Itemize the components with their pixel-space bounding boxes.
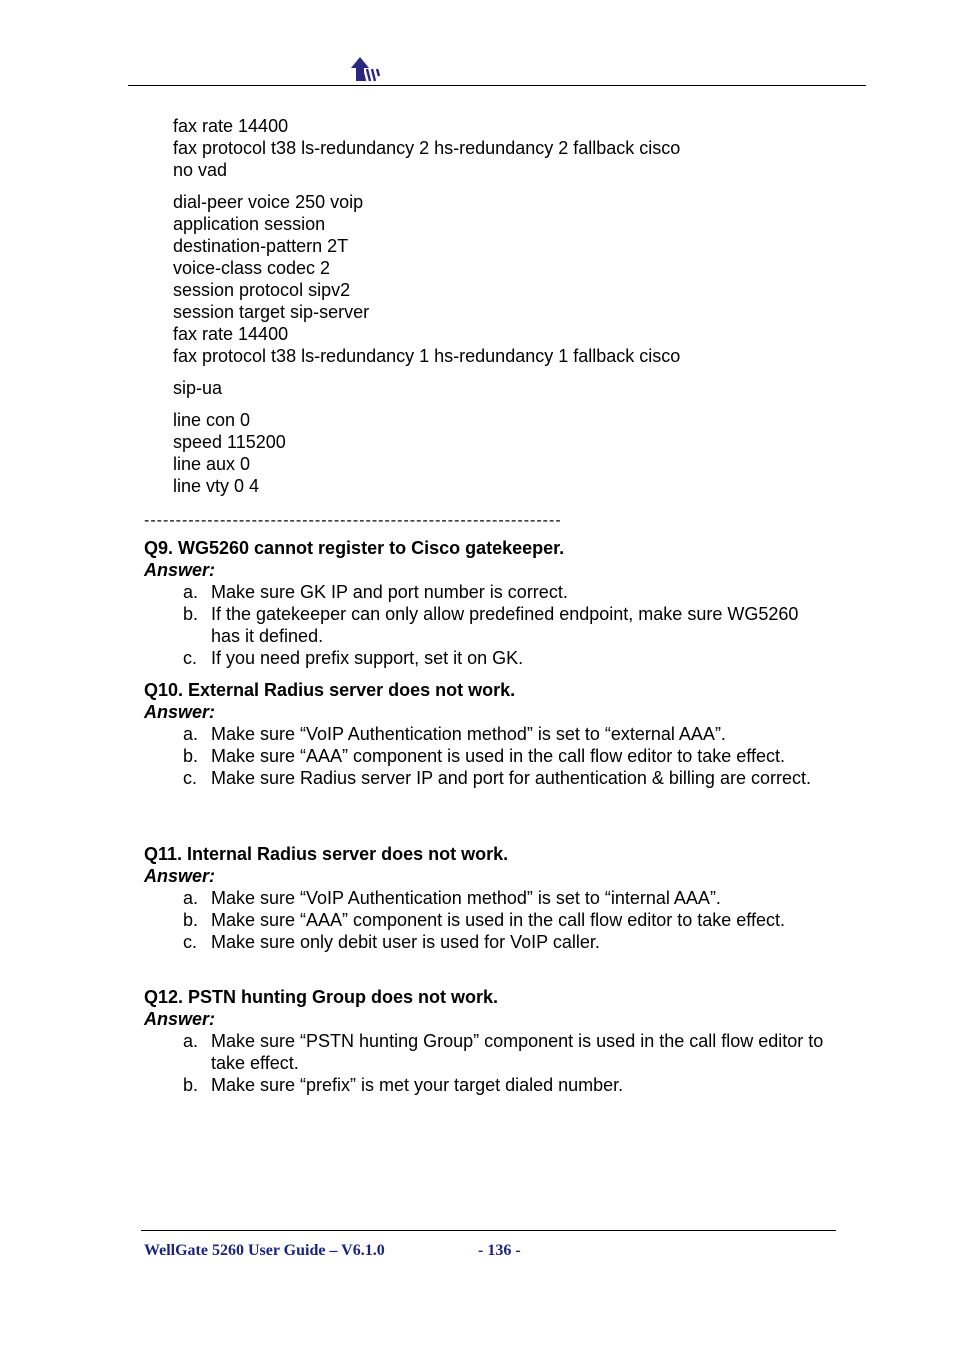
qa-section-q10 xyxy=(144,679,824,789)
answer-item xyxy=(144,603,824,647)
answer-text: Make sure “VoIP Authentication method” is set to “internal AAA”. xyxy=(211,888,721,908)
answer-text: Make sure Radius server IP and port for authentication & billing are correct. xyxy=(211,768,811,788)
header-rule xyxy=(128,85,866,86)
question-title: Q9. WG5260 cannot register to Cisco gatekeeper. xyxy=(144,538,565,558)
code-line: application session xyxy=(173,214,326,234)
list-marker: c. xyxy=(183,768,198,788)
dashed-separator: ------------------------------------------------------------------ xyxy=(144,512,562,529)
footer-page-number: - 136 - xyxy=(478,1242,521,1259)
answer-list xyxy=(144,581,824,669)
answer-label: Answer: xyxy=(144,560,216,580)
code-line: sip-ua xyxy=(173,378,223,398)
answer-item xyxy=(144,909,824,931)
answer-item xyxy=(144,1030,824,1074)
qa-section-q11 xyxy=(144,843,824,953)
answer-list xyxy=(144,887,824,953)
answer-item xyxy=(144,1074,824,1096)
code-line: destination-pattern 2T xyxy=(173,236,349,256)
code-line: session target sip-server xyxy=(173,302,370,322)
code-block-dial-peer xyxy=(173,191,680,367)
code-block-lines xyxy=(173,409,286,497)
code-line: speed 115200 xyxy=(173,432,286,452)
code-line: fax rate 14400 xyxy=(173,324,289,344)
company-logo-icon xyxy=(348,54,380,82)
answer-list xyxy=(144,1030,824,1096)
code-line: no vad xyxy=(173,160,228,180)
list-marker: b. xyxy=(183,604,199,624)
answer-label: Answer: xyxy=(144,702,216,722)
list-marker: c. xyxy=(183,648,198,668)
answer-text: If the gatekeeper can only allow predefined endpoint, make sure WG5260 has it defined. xyxy=(211,604,799,646)
code-line: fax protocol t38 ls-redundancy 2 hs-redundancy 2 fallback cisco xyxy=(173,138,681,158)
answer-item xyxy=(144,767,824,789)
list-marker: a. xyxy=(183,1031,199,1051)
answer-item xyxy=(144,647,824,669)
answer-text: Make sure “AAA” component is used in the call flow editor to take effect. xyxy=(211,746,785,766)
answer-text: Make sure “prefix” is met your target dialed number. xyxy=(211,1075,624,1095)
answer-text: Make sure GK IP and port number is correct. xyxy=(211,582,568,602)
answer-text: Make sure only debit user is used for VoIP caller. xyxy=(211,932,600,952)
answer-item xyxy=(144,931,824,953)
question-title: Q12. PSTN hunting Group does not work. xyxy=(144,987,499,1007)
answer-text: Make sure “AAA” component is used in the call flow editor to take effect. xyxy=(211,910,785,930)
answer-label: Answer: xyxy=(144,1009,216,1029)
code-line: fax rate 14400 xyxy=(173,116,289,136)
list-marker: b. xyxy=(183,1075,199,1095)
answer-item xyxy=(144,887,824,909)
code-line: session protocol sipv2 xyxy=(173,280,351,300)
answer-text: Make sure “VoIP Authentication method” is set to “external AAA”. xyxy=(211,724,726,744)
code-block-sip-ua xyxy=(173,377,222,399)
list-marker: a. xyxy=(183,888,199,908)
code-line: line vty 0 4 xyxy=(173,476,260,496)
answer-text: If you need prefix support, set it on GK. xyxy=(211,648,524,668)
list-marker: a. xyxy=(183,724,199,744)
answer-label: Answer: xyxy=(144,866,216,886)
answer-item xyxy=(144,745,824,767)
code-line: line con 0 xyxy=(173,410,251,430)
code-line: fax protocol t38 ls-redundancy 1 hs-redundancy 1 fallback cisco xyxy=(173,346,681,366)
footer-guide-title: WellGate 5260 User Guide – V6.1.0 xyxy=(144,1242,385,1259)
question-title: Q10. External Radius server does not work. xyxy=(144,680,516,700)
list-marker: b. xyxy=(183,910,199,930)
answer-text: Make sure “PSTN hunting Group” component is used in the call flow editor to take effect. xyxy=(211,1031,824,1073)
answer-list xyxy=(144,723,824,789)
list-marker: b. xyxy=(183,746,199,766)
list-marker: c. xyxy=(183,932,198,952)
footer-rule xyxy=(141,1230,836,1231)
answer-item xyxy=(144,723,824,745)
code-line: line aux 0 xyxy=(173,454,251,474)
qa-section-q12 xyxy=(144,986,824,1096)
code-line: voice-class codec 2 xyxy=(173,258,331,278)
code-line: dial-peer voice 250 voip xyxy=(173,192,364,212)
question-title: Q11. Internal Radius server does not work. xyxy=(144,844,509,864)
code-block-fax-settings xyxy=(173,115,680,181)
answer-item xyxy=(144,581,824,603)
qa-section-q9 xyxy=(144,537,824,669)
list-marker: a. xyxy=(183,582,199,602)
